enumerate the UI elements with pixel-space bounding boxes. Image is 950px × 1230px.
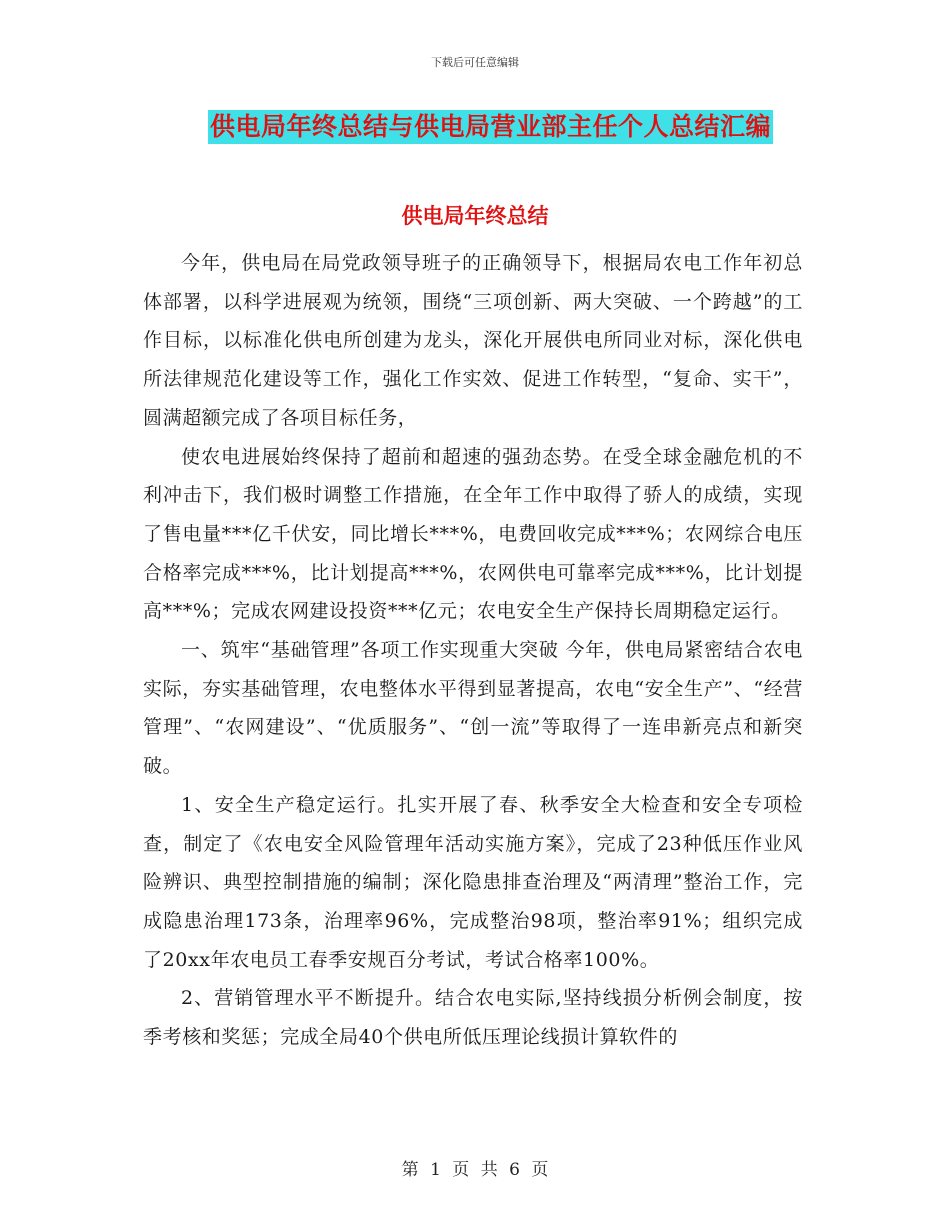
paragraph: 1、安全生产稳定运行。扎实开展了春、秋季安全大检查和安全专项检查，制定了《农电安全风险管理年活动实施方案》，完成了23种低压作业风险辨识、典型控制措施的编制；深化隐患排查治理及“两清理”整治工作，完成隐患治理173条，治理率96%，完成整治98项，整治率91%；组织完成了20xx年农电员工春季安规百分考试，考试合格率100%。 [143,793,803,971]
paragraph: 一、筑牢“基础管理”各项工作实现重大突破 今年，供电局紧密结合农电实际，夯实基础管理，农电整体水平得到显著提高，农电“安全生产”、“经营管理”、“农网建设”、“优质服务”、“创一流”等取得了一连串新亮点和新突破。 [143,639,803,778]
paragraph: 2、营销管理水平不断提升。结合农电实际,坚持线损分析例会制度，按季考核和奖惩；完成全局40个供电所低压理论线损计算软件的 [143,987,803,1049]
section-title: 供电局年终总结 [401,204,549,228]
body-text [143,244,803,1057]
paragraph: 今年，供电局在局党政领导班子的正确领导下，根据局农电工作年初总体部署，以科学进展观为统领，围绕“三项创新、两大突破、一个跨越”的工作目标，以标准化供电所创建为龙头，深化开展供电所同业对标，深化供电所法律规范化建设等工作，强化工作实效、促进工作转型，“复命、实干”，圆满超额完成了各项目标任务， [143,252,803,429]
header-note: 下载后可任意编辑 [431,56,519,69]
page-footer: 第 1 页 共 6 页 [401,1160,549,1180]
paragraph: 使农电进展始终保持了超前和超速的强劲态势。在受全球金融危机的不利冲击下，我们极时调整工作措施，在全年工作中取得了骄人的成绩，实现了售电量***亿千伏安，同比增长***%，电费回收完成***%；农网综合电压合格率完成***%，比计划提高***%，农网供电可靠率完成***%，比计划提高***%；完成农网建设投资***亿元；农电安全生产保持长周期稳定运行。 [143,445,803,623]
document-title: 供电局年终总结与供电局营业部主任个人总结汇编 [208,110,773,144]
